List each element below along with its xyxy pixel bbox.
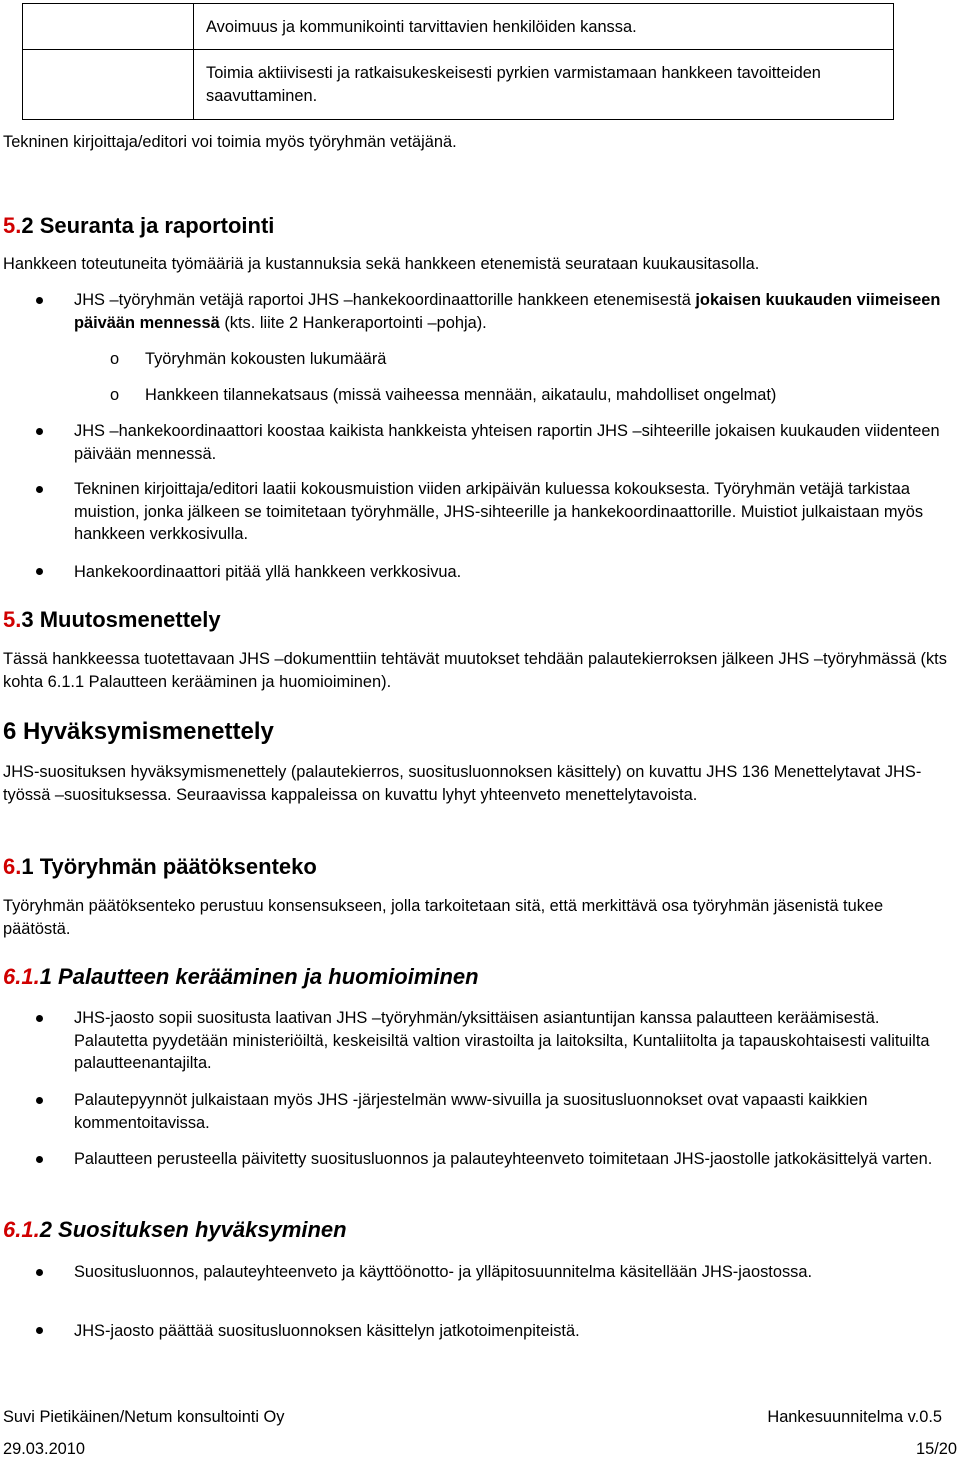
bullet-icon [36, 1269, 43, 1276]
list-item-text: JHS –työryhmän vetäjä raportoi JHS –hankekoordinaattorille hankkeen etenemisestä [74, 291, 696, 309]
heading-6-1-2 [3, 1216, 347, 1244]
heading-text: 2 Seuranta ja raportointi [21, 213, 275, 238]
footer-document: Hankesuunnitelma v.0.5 [767, 1408, 942, 1426]
heading-number: 6.1. [3, 964, 40, 989]
list-item-text: (kts. liite 2 Hankeraportointi –pohja). [219, 313, 487, 332]
list-item: Tekninen kirjoittaja/editori laatii kokousmuistion viiden arkipäivän kuluessa kokouksesta. Työryhmän vetäjä tarkistaa muistion, jonka jälkeen se toimitetaan työryhmälle, JHS-sihteerille ja hankekoordinaattorille. Muistiot julkaistaan myös hankkeen verkkosivulla. [74, 480, 924, 543]
list-item-emphasis: jokaisen kuukauden viimeiseen päivään mennessä [74, 291, 941, 332]
list-item: JHS-jaosto päättää suositusluonnoksen käsittelyn jatkotoimenpiteistä. [74, 1322, 580, 1340]
heading-number: 5. [3, 213, 22, 238]
list-item: JHS-jaosto sopii suositusta laativan JHS –työryhmän/yksittäisen asiantuntijan kanssa palautteen keräämisestä. Palautetta pyydetään ministeriöiltä, keskeisiltä valtion virastoilta ja laitoksilta, Kuntaliitolta ja tapauskohtaisesti valituilta palautteenantajilta. [74, 1009, 930, 1072]
heading-6-1-1 [3, 963, 479, 991]
paragraph: Työryhmän päätöksenteko perustuu konsensukseen, jolla tarkoitetaan sitä, että merkittävä osa työryhmän jäsenistä tukee päätöstä. [3, 897, 884, 938]
bullet-icon [36, 1156, 43, 1163]
sub-list-item: Työryhmän kokousten lukumäärä [145, 350, 387, 368]
list-item: Palautepyynnöt julkaistaan myös JHS -järjestelmän www-sivuilla ja suositusluonnokset ovat vapaasti kaikkien kommentoitavissa. [74, 1091, 868, 1132]
footer-date: 29.03.2010 [3, 1440, 86, 1458]
sub-bullet-icon: o [110, 386, 120, 404]
list-item: JHS –hankekoordinaattori koostaa kaikista hankkeista yhteisen raportin JHS –sihteerille jokaisen kuukauden viidenteen päivään mennessä. [74, 422, 940, 463]
bullet-icon [36, 297, 43, 304]
bullet-icon [36, 428, 43, 435]
heading-text: 1 Palautteen kerääminen ja huomioiminen [39, 964, 479, 989]
heading-5-2 [3, 212, 274, 240]
footer-author: Suvi Pietikäinen/Netum konsultointi Oy [3, 1408, 285, 1426]
sub-list-item: Hankkeen tilannekatsaus (missä vaiheessa mennään, aikataulu, mahdolliset ongelmat) [145, 386, 777, 404]
paragraph: JHS-suosituksen hyväksymismenettely (palautekierros, suositusluonnoksen käsittely) on kuvattu JHS 136 Menettelytavat JHS-työssä –suosituksessa. Seuraavissa kappaleissa on kuvattu lyhyt yhteenveto menettelytavoista. [3, 763, 922, 804]
table-cell-text: Avoimuus ja kommunikointi tarvittavien henkilöiden kanssa. [206, 18, 637, 36]
paragraph: Tässä hankkeessa tuotettavaan JHS –dokumenttiin tehtävät muutokset tehdään palautekierroksen jälkeen JHS –työryhmässä (kts kohta 6.1.1 Palautteen kerääminen ja huomioiminen). [3, 650, 947, 691]
table-cell-divider [193, 50, 194, 119]
heading-text: 2 Suosituksen hyväksyminen [39, 1217, 347, 1242]
heading-number: 5. [3, 607, 22, 632]
bullet-icon [36, 1097, 43, 1104]
heading-text: 1 Työryhmän päätöksenteko [21, 854, 317, 879]
heading-number: 6. [3, 854, 22, 879]
heading-text: 3 Muutosmenettely [21, 607, 221, 632]
heading-6: 6 Hyväksymismenettely [3, 718, 274, 745]
bullet-icon [36, 1015, 43, 1022]
paragraph-editor: Tekninen kirjoittaja/editori voi toimia myös työryhmän vetäjänä. [3, 133, 457, 151]
list-item: Palautteen perusteella päivitetty suositusluonnos ja palauteyhteenveto toimitetaan JHS-jaostolle jatkokäsittelyä varten. [74, 1150, 933, 1168]
bullet-icon [36, 486, 43, 493]
sub-bullet-icon: o [110, 350, 120, 368]
list-item: Hankekoordinaattori pitää yllä hankkeen verkkosivua. [74, 563, 462, 581]
list-item [74, 289, 944, 334]
list-item: Suositusluonnos, palauteyhteenveto ja käyttöönotto- ja ylläpitosuunnitelma käsitellään JHS-jaostossa. [74, 1263, 813, 1281]
bullet-icon [36, 568, 43, 575]
heading-number: 6.1. [3, 1217, 40, 1242]
bullet-icon [36, 1327, 43, 1334]
table-cell-text: Toimia aktiivisesti ja ratkaisukeskeisesti pyrkien varmistamaan hankkeen tavoitteiden saavuttaminen. [206, 64, 821, 105]
paragraph: Hankkeen toteutuneita työmääriä ja kustannuksia sekä hankkeen etenemistä seurataan kuukausitasolla. [3, 255, 760, 273]
heading-6-1 [3, 853, 317, 881]
footer-page-number: 15/20 [915, 1440, 957, 1458]
heading-5-3 [3, 606, 221, 634]
table-cell-divider [193, 4, 194, 49]
